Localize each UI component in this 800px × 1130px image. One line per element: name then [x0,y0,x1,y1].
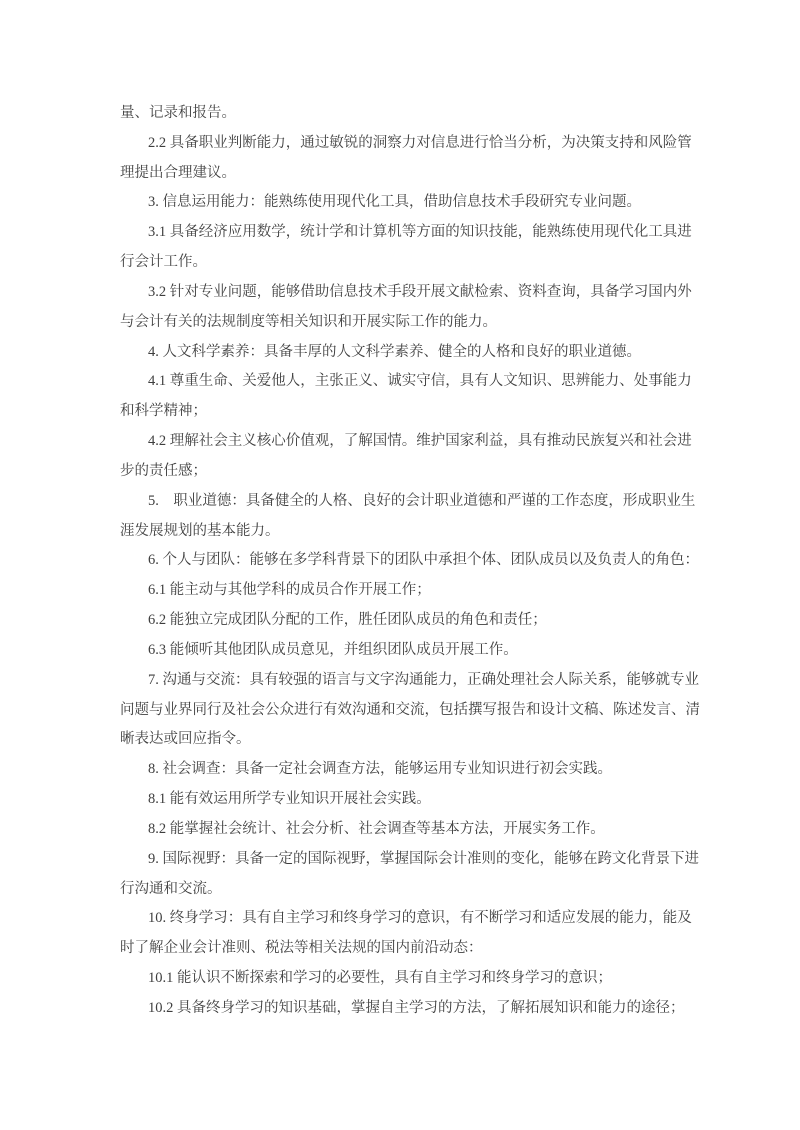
document-text-block [120,99,700,1024]
text-line: 10. 终身学习：具有自主学习和终身学习的意识，有不断学习和适应发展的能力，能及 [148,910,692,927]
text-line: 4.1 尊重生命、关爱他人，主张正义、诚实守信，具有人文知识、思辨能力、处事能力 [148,373,692,390]
text-line: 8. 社会调查：具备一定社会调查方法，能够运用专业知识进行初会实践。 [148,761,612,778]
text-line: 4. 人文科学素养：具备丰厚的人文科学素养、健全的人格和良好的职业道德。 [148,343,641,360]
text-line: 6.2 能独立完成团队分配的工作，胜任团队成员的角色和责任； [148,612,547,629]
text-line: 3.1 具备经济应用数学，统计学和计算机等方面的知识技能，能熟练使用现代化工具进 [148,224,692,241]
text-line: 涯发展规划的基本能力。 [120,522,280,539]
text-line: 晰表达或回应指令。 [120,731,251,748]
text-line: 2.2 具备职业判断能力，通过敏锐的洞察力对信息进行恰当分析，为决策支持和风险管 [148,134,692,151]
text-line: 时了解企业会计准则、税法等相关法规的国内前沿动态： [120,940,483,957]
text-line: 理提出合理建议。 [120,164,236,181]
text-line: 5. 职业道德：具备健全的人格、良好的会计职业道德和严谨的工作态度，形成职业生 [148,492,696,509]
text-line: 6. 个人与团队：能够在多学科背景下的团队中承担个体、团队成员以及负责人的角色： [148,552,699,569]
text-line: 3.2 针对专业问题，能够借助信息技术手段开展文献检索、资料查询，具备学习国内外 [148,283,692,300]
text-line: 7. 沟通与交流：具有较强的语言与文字沟通能力，正确处理社会人际关系，能够就专业 [148,671,699,688]
text-line: 行沟通和交流。 [120,880,222,897]
text-line: 4.2 理解社会主义核心价值观，了解国情。维护国家利益，具有推动民族复兴和社会进 [148,433,692,450]
text-line: 8.1 能有效运用所学专业知识开展社会实践。 [148,791,431,808]
text-line: 8.2 能掌握社会统计、社会分析、社会调查等基本方法，开展实务工作。 [148,820,605,837]
text-line: 行会计工作。 [120,254,207,271]
text-line: 步的责任感； [120,462,207,479]
text-line: 6.3 能倾听其他团队成员意见，并组织团队成员开展工作。 [148,641,518,658]
text-line: 3. 信息运用能力：能熟练使用现代化工具，借助信息技术手段研究专业问题。 [148,194,641,211]
text-line: 6.1 能主动与其他学科的成员合作开展工作； [148,582,431,599]
text-line: 和科学精神； [120,403,207,420]
text-line: 问题与业界同行及社会公众进行有效沟通和交流，包括撰写报告和设计文稿、陈述发言、清 [120,701,700,718]
text-line: 量、记录和报告。 [120,105,236,121]
text-line: 10.1 能认识不断探索和学习的必要性，具有自主学习和终身学习的意识； [148,970,612,987]
text-line: 与会计有关的法规制度等相关知识和开展实际工作的能力。 [120,313,497,330]
text-line: 9. 国际视野：具备一定的国际视野，掌握国际会计准则的变化，能够在跨文化背景下进 [148,850,699,867]
text-line: 10.2 具备终身学习的知识基础，掌握自主学习的方法，了解拓展知识和能力的途径； [148,999,685,1016]
